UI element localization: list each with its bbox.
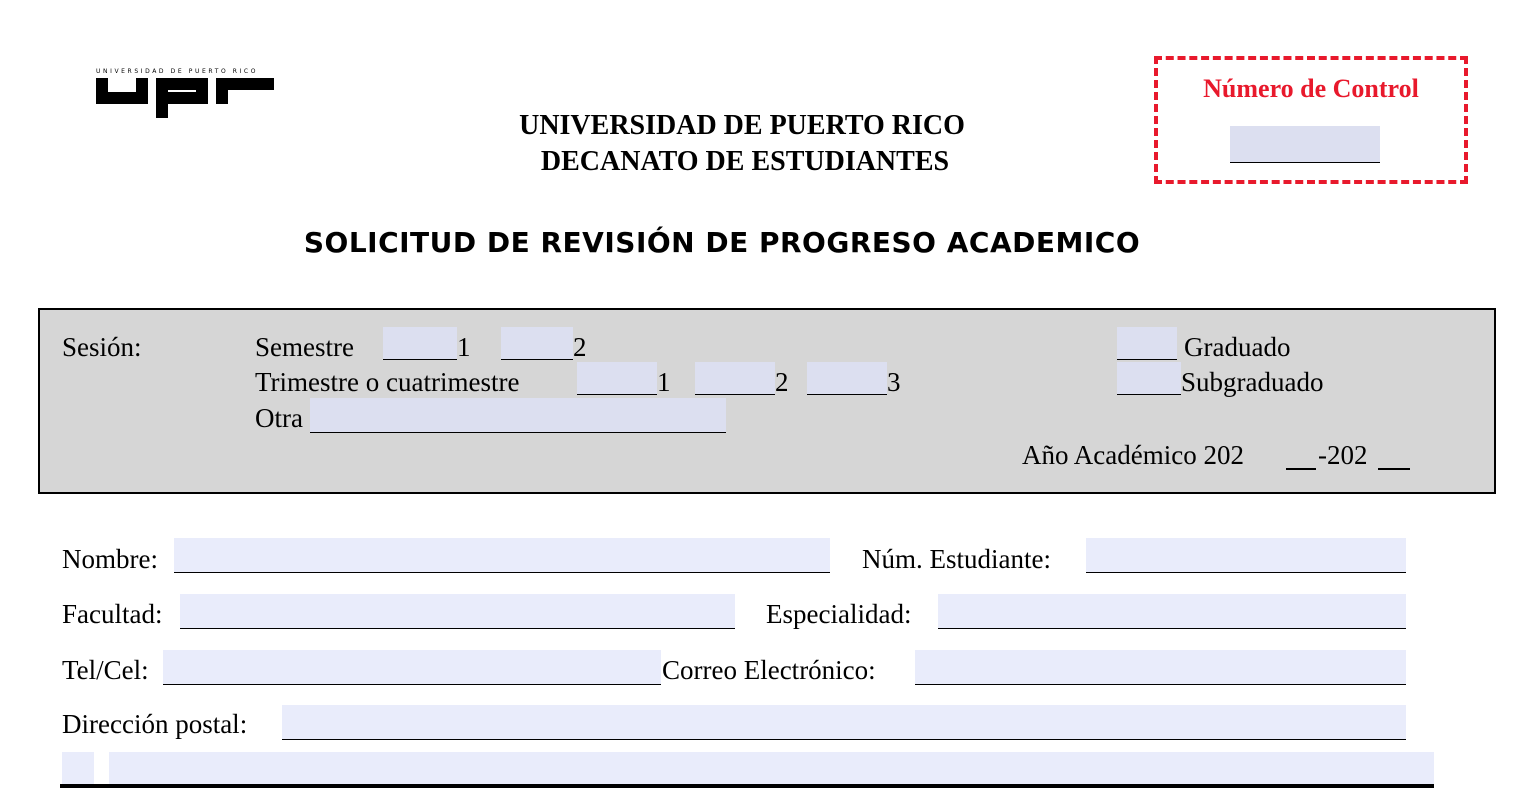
anio-separator: -202	[1318, 440, 1368, 470]
nombre-label: Nombre:	[62, 544, 158, 574]
graduado-label: Graduado	[1184, 332, 1291, 362]
control-number-field[interactable]	[1230, 126, 1380, 163]
semestre-2-label: 2	[573, 332, 587, 362]
form-title: SOLICITUD DE REVISIÓN DE PROGRESO ACADEMICO	[303, 226, 1141, 259]
tel-label: Tel/Cel:	[62, 655, 149, 685]
facultad-field[interactable]	[180, 594, 735, 629]
especialidad-label: Especialidad:	[766, 599, 912, 629]
otra-label: Otra	[255, 403, 303, 433]
upr-logo	[96, 76, 276, 120]
correo-label: Correo Electrónico:	[662, 655, 876, 685]
num-estudiante-label: Núm. Estudiante:	[862, 544, 1051, 574]
correo-field[interactable]	[915, 650, 1406, 685]
otra-field[interactable]	[310, 398, 726, 433]
nombre-field[interactable]	[174, 538, 830, 573]
semestre-1-label: 1	[457, 332, 471, 362]
trimestre-1-label: 1	[657, 367, 671, 397]
direccion-line2-field[interactable]	[109, 752, 1434, 784]
university-name: UNIVERSIDAD DE PUERTO RICO	[519, 110, 965, 141]
bottom-rule	[60, 784, 1434, 788]
semestre-1-blank[interactable]	[383, 327, 457, 360]
dean-office: DECANATO DE ESTUDIANTES	[540, 146, 950, 177]
num-estudiante-field[interactable]	[1086, 538, 1406, 573]
control-number-label: Número de Control	[1203, 74, 1419, 103]
semestre-2-blank[interactable]	[501, 327, 573, 360]
logo-tagline: UNIVERSIDAD DE PUERTO RICO	[96, 68, 259, 75]
direccion-label: Dirección postal:	[62, 709, 248, 739]
subgraduado-label: Subgraduado	[1181, 367, 1324, 397]
trimestre-1-blank[interactable]	[577, 362, 657, 395]
anio-academico-label: Año Académico 202	[1022, 440, 1244, 470]
trimestre-2-label: 2	[775, 367, 789, 397]
direccion-checkbox[interactable]	[62, 752, 94, 784]
tel-field[interactable]	[163, 650, 661, 685]
direccion-field[interactable]	[282, 705, 1406, 740]
trimestre-2-blank[interactable]	[695, 362, 775, 395]
facultad-label: Facultad:	[62, 599, 163, 629]
especialidad-field[interactable]	[938, 594, 1406, 629]
session-label: Sesión:	[62, 332, 142, 362]
semestre-label: Semestre	[255, 332, 354, 362]
anio-end-blank[interactable]	[1378, 468, 1410, 470]
trimestre-3-label: 3	[887, 367, 901, 397]
graduado-blank[interactable]	[1117, 327, 1177, 360]
subgraduado-blank[interactable]	[1117, 362, 1181, 395]
trimestre-3-blank[interactable]	[807, 362, 887, 395]
anio-start-blank[interactable]	[1286, 468, 1316, 470]
trimestre-label: Trimestre o cuatrimestre	[255, 367, 520, 397]
